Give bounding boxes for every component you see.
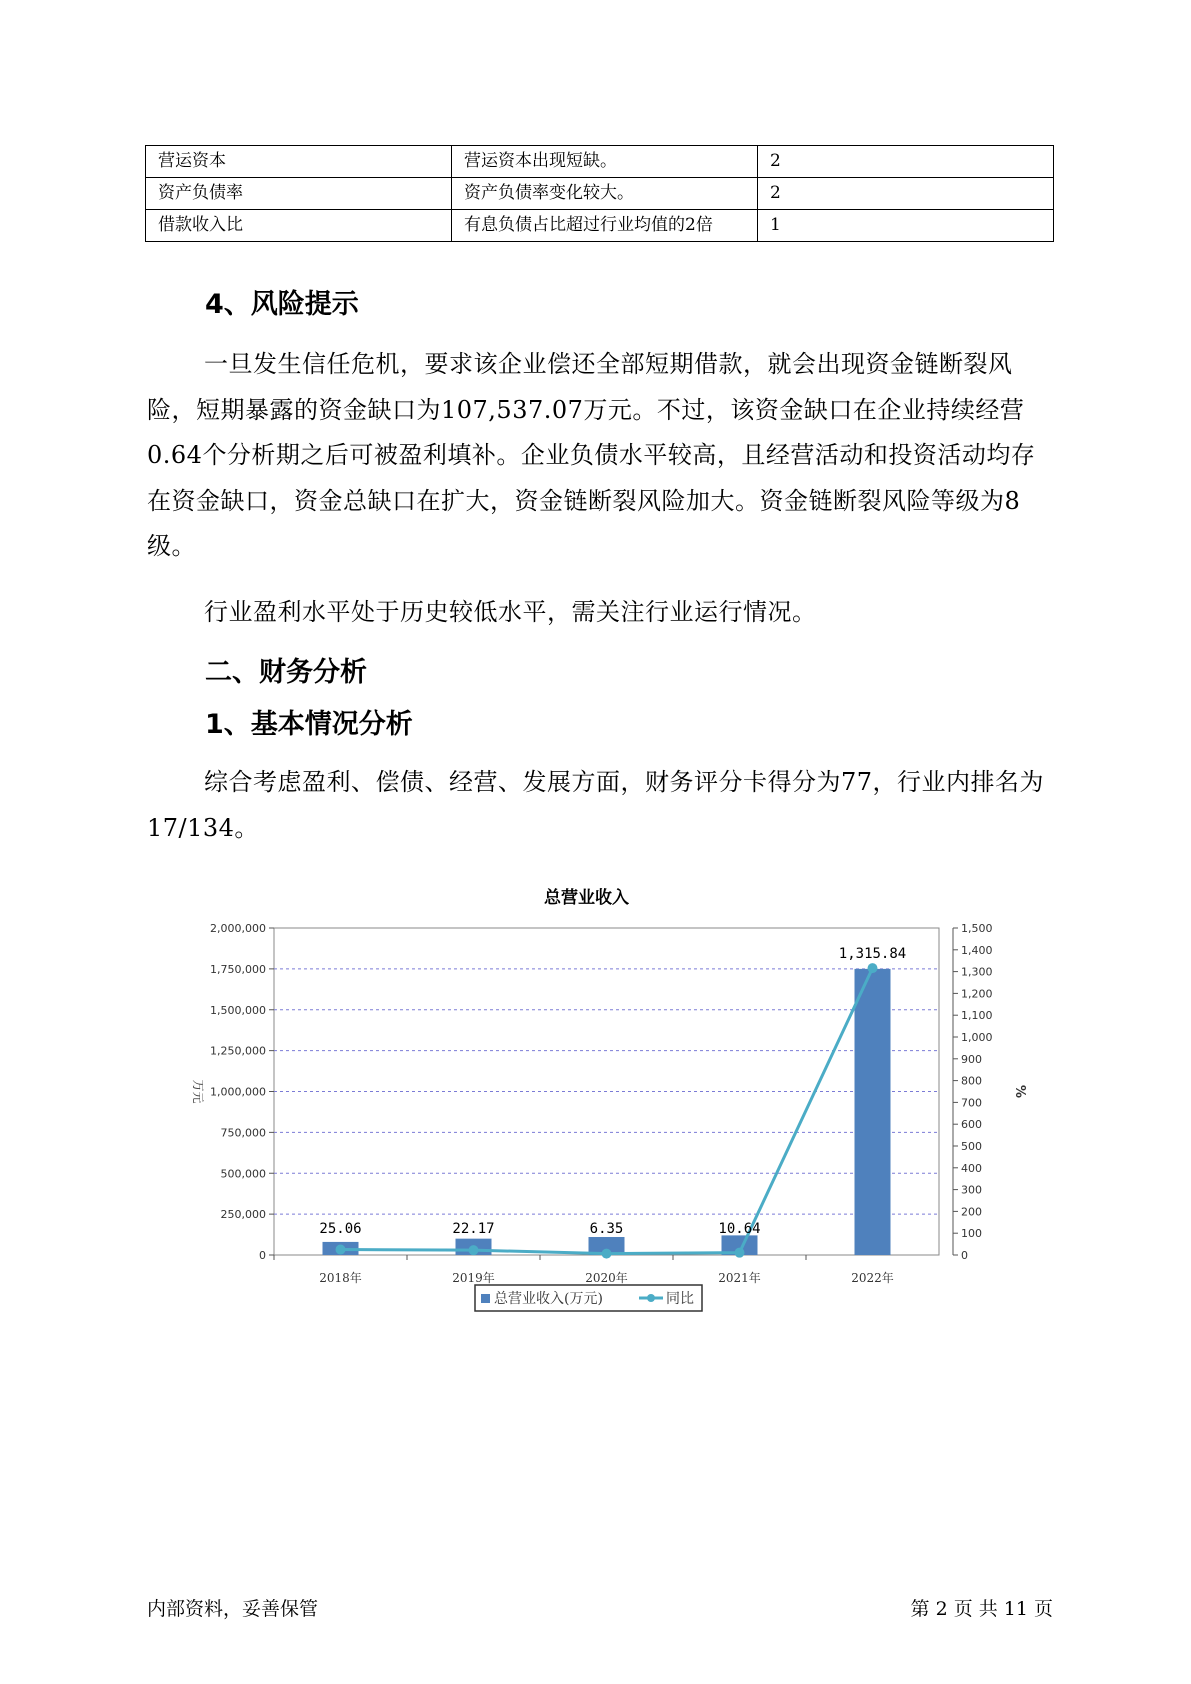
yoy-data-label: 6.35 [589, 1221, 624, 1237]
indicator-level: 1 [758, 210, 1054, 242]
revenue-bar [855, 969, 891, 1255]
y2-tick-label: 800 [961, 1074, 982, 1088]
section-heading-risk: 4、风险提示 [205, 289, 359, 320]
y-tick-label: 1,250,000 [210, 1044, 266, 1058]
x-tick-label: 2018年 [319, 1271, 362, 1285]
yoy-point [602, 1249, 612, 1259]
y2-tick-label: 900 [961, 1052, 982, 1066]
y-tick-label: 750,000 [220, 1126, 266, 1140]
y-tick-label: 0 [259, 1249, 266, 1262]
section-heading-financial: 二、财务分析 [205, 657, 367, 688]
footer-page-number: 第 2 页 共 11 页 [910, 1598, 1053, 1620]
revenue-chart [175, 875, 1027, 1335]
x-tick-label: 2021年 [718, 1271, 761, 1285]
x-tick-label: 2020年 [585, 1271, 628, 1285]
indicator-level: 2 [758, 146, 1054, 178]
x-tick-label: 2022年 [851, 1271, 894, 1285]
y-tick-label: 1,000,000 [210, 1085, 266, 1099]
y2-tick-label: 1,500 [961, 922, 993, 935]
indicator-level: 2 [758, 178, 1054, 210]
legend-label-line: 同比 [666, 1291, 694, 1307]
paragraph-industry: 行业盈利水平处于历史较低水平，需关注行业运行情况。 [204, 598, 817, 626]
indicator-name: 资产负债率 [146, 178, 452, 210]
y-tick-label: 1,750,000 [210, 962, 266, 976]
risk-indicator-table [145, 145, 1054, 242]
yoy-data-label: 1,315.84 [838, 946, 907, 963]
indicator-name: 营运资本 [146, 146, 452, 178]
y2-tick-label: 1,400 [961, 943, 993, 957]
y2-tick-label: 500 [961, 1140, 982, 1153]
yoy-point [469, 1245, 479, 1255]
y-axis-label: 万元 [191, 1079, 205, 1104]
y-tick-label: 1,500,000 [210, 1003, 266, 1017]
y2-axis-label: % [1012, 1084, 1027, 1099]
indicator-name: 借款收入比 [146, 210, 452, 242]
table-row [146, 210, 1054, 242]
paragraph-basic: 综合考虑盈利、偿债、经营、发展方面，财务评分卡得分为77，行业内排名为17/134。 [147, 768, 1045, 842]
indicator-desc: 有息负债占比超过行业均值的2倍 [452, 210, 758, 242]
y-tick-label: 2,000,000 [210, 922, 266, 935]
legend-swatch-dot [647, 1294, 655, 1302]
yoy-data-label: 10.64 [718, 1221, 761, 1237]
y2-tick-label: 400 [961, 1161, 982, 1175]
y2-tick-label: 1,200 [961, 987, 993, 1001]
y2-tick-label: 1,000 [961, 1031, 993, 1044]
legend-label-bar: 总营业收入(万元) [494, 1291, 603, 1307]
paragraph-risk: 一旦发生信任危机，要求该企业偿还全部短期借款，就会出现资金链断裂风险，短期暴露的资金缺口为107,537.07万元。不过，该资金缺口在企业持续经营 0.64个分析期之后可被盈利填补。企业负债水平较高，且经营活动和投资活动均存在资金缺口，资金总缺口在扩大，资金链断裂风险加大。资金链断裂风险等级为8级。 [147, 350, 1036, 560]
yoy-point [868, 963, 878, 973]
section-heading-basic: 1、基本情况分析 [205, 709, 413, 740]
y-tick-label: 500,000 [220, 1167, 266, 1181]
y-tick-label: 250,000 [220, 1208, 266, 1222]
yoy-line [341, 968, 873, 1253]
y2-tick-label: 600 [961, 1118, 982, 1132]
indicator-desc: 营运资本出现短缺。 [452, 146, 758, 178]
y2-tick-label: 200 [961, 1205, 982, 1219]
yoy-data-label: 25.06 [319, 1221, 362, 1237]
y2-tick-label: 700 [961, 1096, 982, 1110]
y2-tick-label: 300 [961, 1183, 982, 1197]
y2-tick-label: 1,300 [961, 965, 993, 979]
indicator-desc: 资产负债率变化较大。 [452, 178, 758, 210]
chart-title: 总营业收入 [544, 888, 629, 908]
footer-confidential: 内部资料，妥善保管 [147, 1598, 319, 1620]
yoy-point [336, 1245, 346, 1255]
legend-swatch-bar [481, 1294, 490, 1303]
y2-tick-label: 0 [961, 1249, 968, 1262]
yoy-data-label: 22.17 [452, 1221, 495, 1237]
x-tick-label: 2019年 [452, 1271, 495, 1285]
y2-tick-label: 1,100 [961, 1009, 993, 1023]
table-row [146, 146, 1054, 178]
table-row [146, 178, 1054, 210]
yoy-point [735, 1248, 745, 1258]
y2-tick-label: 100 [961, 1227, 982, 1241]
